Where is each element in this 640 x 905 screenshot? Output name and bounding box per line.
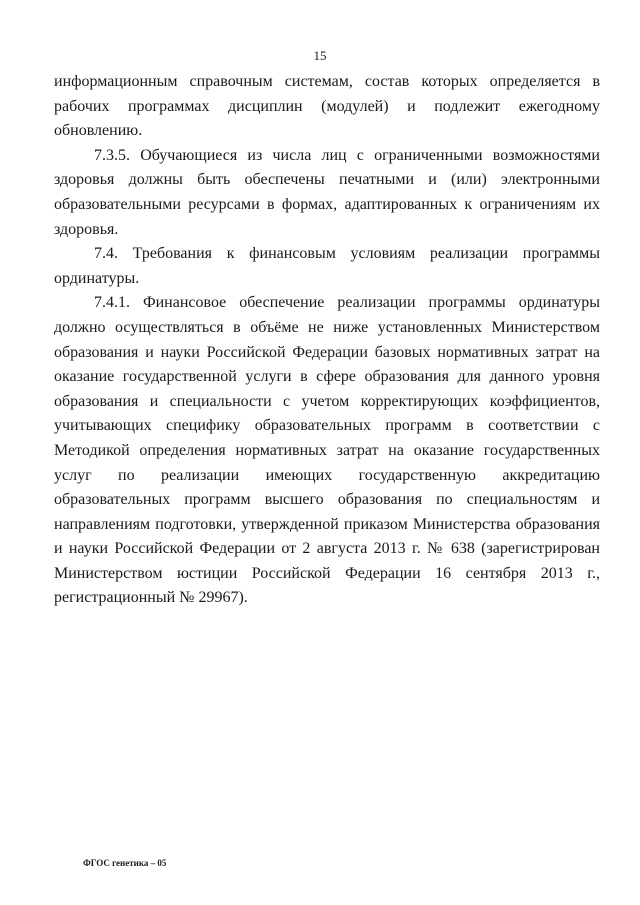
document-body: [54, 70, 600, 611]
footer-label: ФГОС генетика – 05: [83, 858, 167, 868]
paragraph-7-4-1: 7.4.1. Финансовое обеспечение реализации программы ординатуры должно осуществляться в объёме не ниже установленных Министерством образования и науки Российской Федерации базовых нормативных затрат на оказание государственной услуги в сфере образования для данного уровня образования и специальности с учетом корректирующих коэффициентов, учитывающих специфику образовательных программ в соответствии с Методикой определения нормативных затрат на оказание государственных услуг по реализации имеющих государственную аккредитацию образовательных программ высшего образования по специальностям и направлениям подготовки, утвержденной приказом Министерства образования и науки Российской Федерации от 2 августа 2013 г. № 638 (зарегистрирован Министерством юстиции Российской Федерации 16 сентября 2013 г., регистрационный № 29967).: [54, 294, 600, 607]
page-number: 15: [313, 48, 327, 63]
paragraph-continuation: информационным справочным системам, состав которых определяется в рабочих программах дисциплин (модулей) и подлежит ежегодному обновлению.: [54, 73, 600, 140]
paragraph-7-4: 7.4. Требования к финансовым условиям реализации программы ординатуры.: [54, 245, 600, 287]
paragraph-7-3-5: 7.3.5. Обучающиеся из числа лиц с ограниченными возможностями здоровья должны быть обеспечены печатными и (или) электронными образовательными ресурсами в формах, адаптированных к ограничениям их здоровья.: [54, 146, 600, 238]
